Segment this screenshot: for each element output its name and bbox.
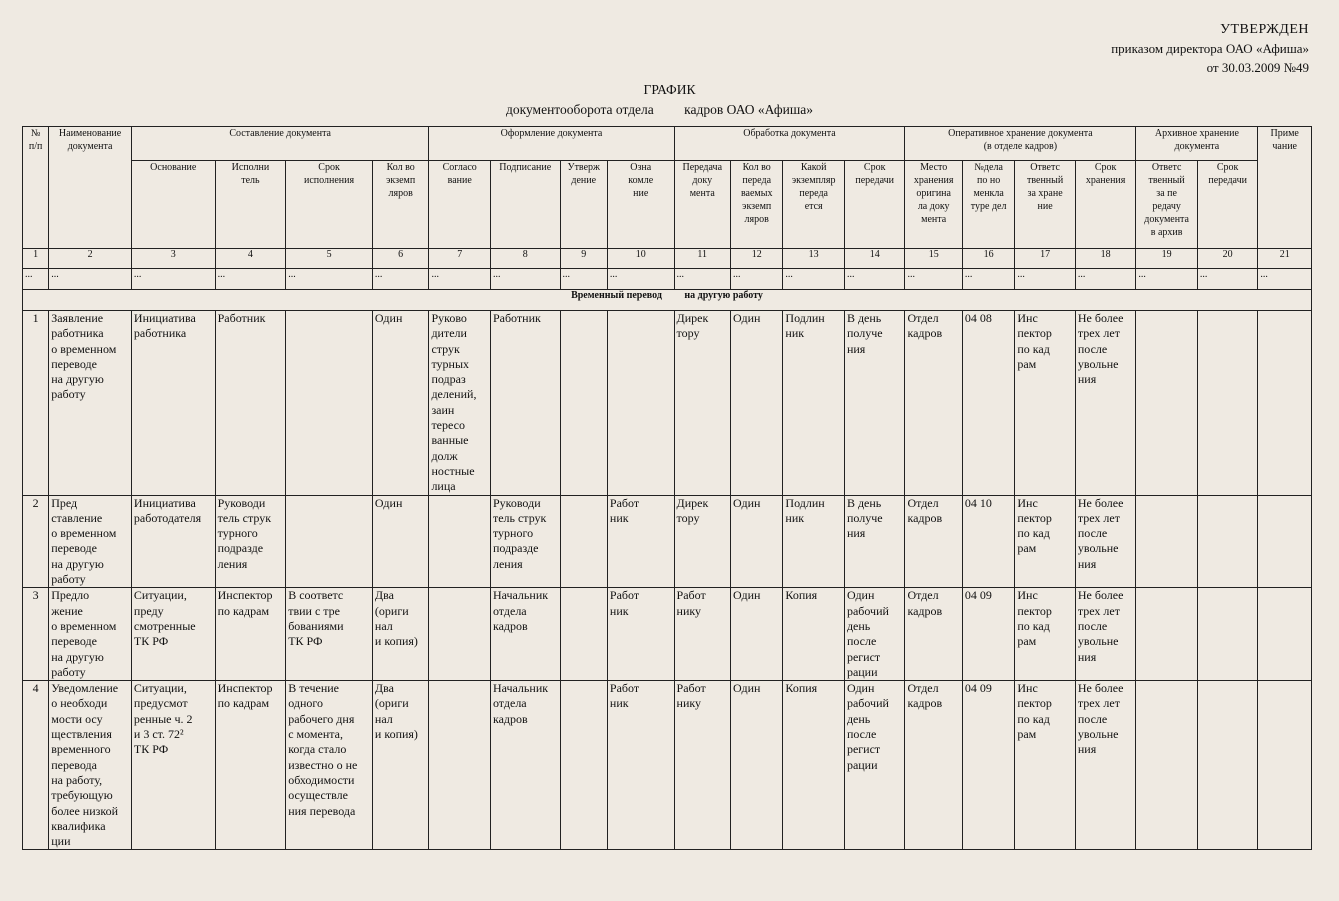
header-cell: Наименование документа [49, 127, 132, 249]
table-cell: Один [372, 495, 429, 588]
table-cell: Один [730, 588, 782, 681]
column-number: 10 [607, 249, 674, 269]
approval-stamp [1111, 20, 1309, 77]
column-number: 5 [286, 249, 373, 269]
table-cell: Инициатива работника [131, 311, 215, 496]
table-cell: Предло жение о временном переводе на другую работу [49, 588, 132, 681]
table-cell: Инициатива работодателя [131, 495, 215, 588]
table-cell [286, 495, 373, 588]
ellipsis-cell: ... [962, 269, 1014, 290]
ellipsis-cell: ... [905, 269, 962, 290]
table-cell [429, 588, 491, 681]
column-number: 11 [674, 249, 730, 269]
ellipsis-cell: ... [844, 269, 905, 290]
table-cell: Один рабочий день после регист рации [844, 588, 905, 681]
table-row [23, 311, 1312, 496]
column-number: 13 [783, 249, 845, 269]
table-cell [560, 588, 607, 681]
table-cell [560, 495, 607, 588]
column-number: 21 [1258, 249, 1312, 269]
table-cell: 2 [23, 495, 49, 588]
group-header-processing: Обработка документа [674, 127, 905, 161]
header-cell: Срок передачи [844, 161, 905, 249]
table-cell: Инс пектор по кад рам [1015, 495, 1076, 588]
ellipsis-row [23, 269, 1312, 290]
table-cell: Не более трех лет после увольне ния [1075, 495, 1136, 588]
table-cell: Копия [783, 681, 845, 850]
table-cell [429, 495, 491, 588]
header-cell: № п/п [23, 127, 49, 249]
table-row [23, 495, 1312, 588]
header-cell: Основание [131, 161, 215, 249]
table-cell: 1 [23, 311, 49, 496]
table-cell: В течение одного рабочего дня с момента, когда стало известно о не обходимости осуществле ния перевода [286, 681, 373, 850]
table-cell: 04 09 [962, 588, 1014, 681]
ellipsis-cell: ... [1075, 269, 1136, 290]
ellipsis-cell: ... [372, 269, 429, 290]
table-cell [560, 311, 607, 496]
header-group-row [23, 127, 1312, 161]
header-cell: Подписание [490, 161, 560, 249]
column-number: 17 [1015, 249, 1076, 269]
table-cell: Уведомление о необходи мости осу ществления временного перевода на работу, требующую более низкой квалифика ции [49, 681, 132, 850]
table-cell: В соответс твии с тре бованиями ТК РФ [286, 588, 373, 681]
table-cell: Инспектор по кадрам [215, 588, 286, 681]
column-number: 18 [1075, 249, 1136, 269]
table-cell: 04 10 [962, 495, 1014, 588]
column-number: 8 [490, 249, 560, 269]
table-cell: Инс пектор по кад рам [1015, 588, 1076, 681]
table-cell: Один рабочий день после регист рации [844, 681, 905, 850]
header-cell: Кол во переда ваемых экземп ляров [730, 161, 782, 249]
table-cell: Два (ориги нал и копия) [372, 588, 429, 681]
table-cell [1197, 588, 1258, 681]
ellipsis-cell: ... [1258, 269, 1312, 290]
header-cell: Приме чание [1258, 127, 1312, 249]
table-cell: Пред ставление о временном переводе на другую работу [49, 495, 132, 588]
table-cell: Отдел кадров [905, 681, 962, 850]
ellipsis-cell: ... [730, 269, 782, 290]
ellipsis-cell: ... [286, 269, 373, 290]
column-number: 2 [49, 249, 132, 269]
table-cell: Инспектор по кадрам [215, 681, 286, 850]
ellipsis-cell: ... [429, 269, 491, 290]
ellipsis-cell: ... [560, 269, 607, 290]
table-cell [1197, 495, 1258, 588]
ellipsis-cell: ... [490, 269, 560, 290]
table-cell: В день получе ния [844, 495, 905, 588]
header-cell: №дела по но менкла туре дел [962, 161, 1014, 249]
column-number-row [23, 249, 1312, 269]
table-cell: Работ ник [607, 495, 674, 588]
column-number: 3 [131, 249, 215, 269]
table-cell: 4 [23, 681, 49, 850]
ellipsis-cell: ... [1136, 269, 1198, 290]
table-cell: Работ ник [607, 588, 674, 681]
table-row [23, 681, 1312, 850]
group-header-creation: Составление документа [131, 127, 429, 161]
table-cell: Отдел кадров [905, 311, 962, 496]
table-cell: Инс пектор по кад рам [1015, 681, 1076, 850]
group-header-formalization: Оформление документа [429, 127, 674, 161]
approval-date: от 30.03.2009 №49 [1206, 60, 1309, 75]
header-cell: Кол во экземп ляров [372, 161, 429, 249]
table-cell: Один [372, 311, 429, 496]
header-cell: Исполни тель [215, 161, 286, 249]
approval-order: приказом директора ОАО «Афиша» [1111, 41, 1309, 56]
document-title [0, 80, 1339, 120]
table-cell [1258, 311, 1312, 496]
table-cell: В день получе ния [844, 311, 905, 496]
table-cell: Дирек тору [674, 495, 730, 588]
table-cell [560, 681, 607, 850]
table-cell: Работ нику [674, 588, 730, 681]
ellipsis-cell: ... [49, 269, 132, 290]
ellipsis-cell: ... [783, 269, 845, 290]
column-number: 14 [844, 249, 905, 269]
table-cell: Один [730, 495, 782, 588]
table-cell: Ситуации, предусмот ренные ч. 2 и 3 ст. 72² ТК РФ [131, 681, 215, 850]
table-cell [1258, 681, 1312, 850]
table-cell: Копия [783, 588, 845, 681]
header-cell: Ответс твенный за хране ние [1015, 161, 1076, 249]
table-cell [1197, 311, 1258, 496]
title-main: ГРАФИК [643, 82, 696, 97]
table-cell: Работ ник [607, 681, 674, 850]
column-number: 19 [1136, 249, 1198, 269]
table-cell: Один [730, 681, 782, 850]
table-cell [1258, 495, 1312, 588]
group-header-archive: Архивное хранение документа [1136, 127, 1258, 161]
table-cell: Не более трех лет после увольне ния [1075, 311, 1136, 496]
table-cell: Работник [215, 311, 286, 496]
header-cell: Срок передачи [1197, 161, 1258, 249]
group-header-operational: Оперативное хранение документа (в отделе кадров) [905, 127, 1136, 161]
table-cell: Руково дители струк турных подраз делений, заин тересо ванные долж ностные лица [429, 311, 491, 496]
table-cell [1136, 495, 1198, 588]
approval-title: УТВЕРЖДЕН [1220, 22, 1309, 37]
table-cell: 3 [23, 588, 49, 681]
header-cell: Утверж дение [560, 161, 607, 249]
table-cell: Подлин ник [783, 311, 845, 496]
header-cell: Ответс твенный за пе редачу документа в архив [1136, 161, 1198, 249]
table-cell: Работник [490, 311, 560, 496]
table-cell: Не более трех лет после увольне ния [1075, 681, 1136, 850]
table-cell [429, 681, 491, 850]
column-number: 1 [23, 249, 49, 269]
table-cell [1136, 681, 1198, 850]
column-number: 7 [429, 249, 491, 269]
header-cell: Срок исполнения [286, 161, 373, 249]
section-row [23, 290, 1312, 311]
header-cell: Место хранения оригина ла доку мента [905, 161, 962, 249]
table-cell: Начальник отдела кадров [490, 588, 560, 681]
ellipsis-cell: ... [131, 269, 215, 290]
table-cell: Не более трех лет после увольне ния [1075, 588, 1136, 681]
table-cell: Руководи тель струк турного подразде ления [215, 495, 286, 588]
table-cell: Отдел кадров [905, 588, 962, 681]
section-title: Временный перевод на другую работу [23, 290, 1312, 311]
table-cell [1136, 311, 1198, 496]
table-cell [607, 311, 674, 496]
table-cell [1197, 681, 1258, 850]
column-number: 15 [905, 249, 962, 269]
table-row [23, 588, 1312, 681]
table-cell: Подлин ник [783, 495, 845, 588]
column-number: 9 [560, 249, 607, 269]
table-cell: Начальник отдела кадров [490, 681, 560, 850]
header-cell: Передача доку мента [674, 161, 730, 249]
table-cell [1136, 588, 1198, 681]
table-cell: Инс пектор по кад рам [1015, 311, 1076, 496]
ellipsis-cell: ... [1197, 269, 1258, 290]
table-cell: 04 08 [962, 311, 1014, 496]
table-cell: Дирек тору [674, 311, 730, 496]
table-cell: Руководи тель струк турного подразде ления [490, 495, 560, 588]
table-cell: Два (ориги нал и копия) [372, 681, 429, 850]
column-number: 20 [1197, 249, 1258, 269]
column-number: 4 [215, 249, 286, 269]
ellipsis-cell: ... [215, 269, 286, 290]
header-cell: Срок хранения [1075, 161, 1136, 249]
ellipsis-cell: ... [607, 269, 674, 290]
header-cell: Озна комле ние [607, 161, 674, 249]
column-number: 12 [730, 249, 782, 269]
header-cell: Какой экземпляр переда ется [783, 161, 845, 249]
table-cell [1258, 588, 1312, 681]
table-cell: Один [730, 311, 782, 496]
column-number: 16 [962, 249, 1014, 269]
ellipsis-cell: ... [674, 269, 730, 290]
header-cell: Согласо вание [429, 161, 491, 249]
table-cell: Заявление работника о временном переводе на другую работу [49, 311, 132, 496]
table-cell [286, 311, 373, 496]
document-flow-table [22, 126, 1312, 850]
header-column-row [23, 161, 1312, 249]
column-number: 6 [372, 249, 429, 269]
table-cell: 04 09 [962, 681, 1014, 850]
ellipsis-cell: ... [1015, 269, 1076, 290]
ellipsis-cell: ... [23, 269, 49, 290]
title-subtitle: документооборота отдела кадров ОАО «Афиша» [505, 102, 813, 117]
table-cell: Отдел кадров [905, 495, 962, 588]
table-cell: Работ нику [674, 681, 730, 850]
table-cell: Ситуации, преду смотренные ТК РФ [131, 588, 215, 681]
